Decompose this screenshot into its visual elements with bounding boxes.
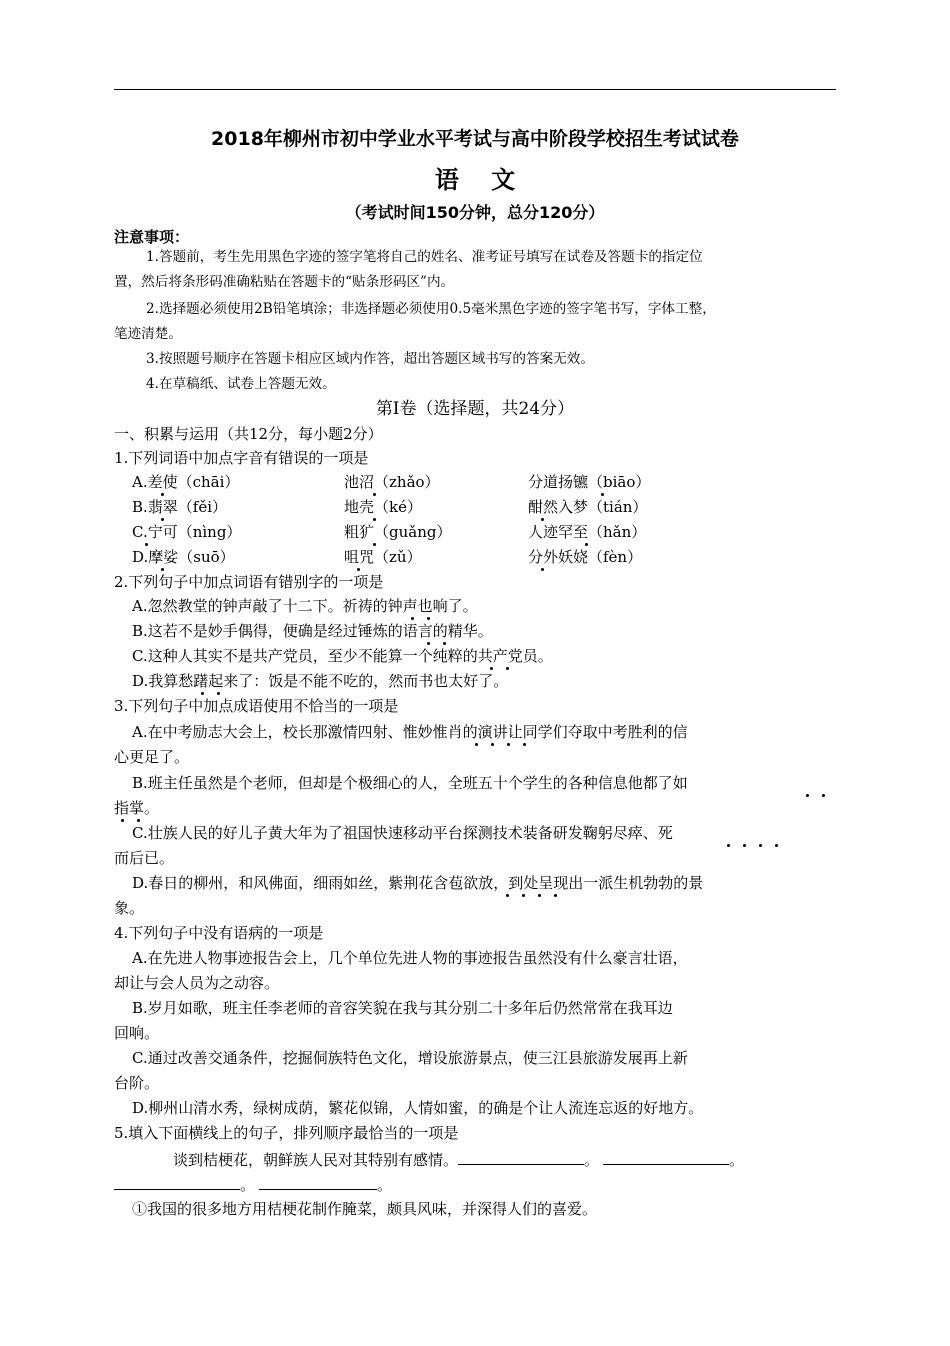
blank-period: 。 xyxy=(377,1176,393,1194)
q4-stem: 4.下列句子中没有语病的一项是 xyxy=(114,924,324,942)
blank-period: 。 xyxy=(729,1151,745,1169)
answer-blank-3[interactable] xyxy=(114,1189,240,1190)
q3-option-b-line-2: 指掌。 xyxy=(114,799,160,817)
q3-option-d-line-1: D.春日的柳州，和风佛面，细雨如丝，紫荆花含苞欲放，到处呈现出一派生机勃勃的景 xyxy=(132,874,704,892)
emphasis-dot xyxy=(217,692,220,695)
q5-lead-sentence: 谈到桔梗花，朝鲜族人民对其特别有感情。 xyxy=(173,1151,459,1169)
emphasis-dot xyxy=(541,568,544,571)
q3-option-c-line-2: 而后已。 xyxy=(114,849,175,867)
emphasis-dot xyxy=(491,743,494,746)
q4-option-a-line-2: 却让与会人员为之动容。 xyxy=(114,974,280,992)
emphasis-dot xyxy=(541,518,544,521)
emphasis-dot xyxy=(427,617,430,620)
q1-option-c-col1: C.宁可（nìng） xyxy=(132,523,242,541)
note-1-line-1: 1.答题前，考生先用黑色字迹的签字笔将自己的姓名、准考证号填写在试卷及答题卡的指定位 xyxy=(146,249,703,265)
q4-option-c-line-2: 台阶。 xyxy=(114,1074,160,1092)
note-4: 4.在草稿纸、试卷上答题无效。 xyxy=(146,376,336,392)
q2-option-a: A.忽然教堂的钟声敲了十二下。祈祷的钟声也响了。 xyxy=(132,597,478,615)
emphasis-dot xyxy=(201,692,204,695)
emphasis-dot xyxy=(373,543,376,546)
emphasis-dot xyxy=(585,543,588,546)
emphasis-dot xyxy=(443,642,446,645)
q2-stem: 2.下列句子中加点词语有错别字的一项是 xyxy=(114,573,384,591)
q3-option-a-line-2: 心更足了。 xyxy=(114,748,190,766)
q4-option-d: D.柳州山清水秀，绿树成荫，繁花似锦，人情如蜜，的确是个让人流连忘返的好地方。 xyxy=(132,1099,704,1117)
exam-title: 2018年柳州市初中学业水平考试与高中阶段学校招生考试试卷 xyxy=(211,128,739,150)
emphasis-dot xyxy=(775,844,778,847)
answer-blank-4[interactable] xyxy=(259,1189,377,1190)
q4-option-b-line-1: B.岁月如歌，班主任李老师的音容笑貌在我与其分别二十多年后仍然常常在我耳边 xyxy=(132,999,673,1017)
exam-time-note: （考试时间150分钟，总分120分） xyxy=(345,203,605,222)
q5-stem: 5.填入下面横线上的句子，排列顺序最恰当的一项是 xyxy=(114,1124,459,1142)
note-1-line-2: 置，然后将条形码准确粘贴在答题卡的“贴条形码区”内。 xyxy=(114,274,455,290)
q3-option-d-line-2: 象。 xyxy=(114,899,145,917)
note-3: 3.按照题号顺序在答题卡相应区域内作答，超出答题区域书写的答案无效。 xyxy=(146,351,594,367)
emphasis-dot xyxy=(161,518,164,521)
blank-period: 。 xyxy=(240,1176,256,1194)
note-2-line-2: 笔迹清楚。 xyxy=(114,326,182,342)
emphasis-dot xyxy=(522,894,525,897)
q5-passage-line-1 xyxy=(173,1153,744,1168)
q1-stem: 1.下列词语中加点字音有错误的一项是 xyxy=(114,449,369,467)
q4-option-b-line-2: 回响。 xyxy=(114,1024,160,1042)
q1-option-b-col2: 地壳（ké） xyxy=(344,498,422,516)
emphasis-dot xyxy=(507,743,510,746)
emphasis-dot xyxy=(506,894,509,897)
q2-option-d: D.我算愁躇起来了：饭是不能不吃的，然而书也太好了。 xyxy=(132,672,509,690)
answer-blank-2[interactable] xyxy=(603,1164,729,1165)
emphasis-dot xyxy=(822,794,825,797)
notes-heading: 注意事项： xyxy=(114,228,190,246)
emphasis-dot xyxy=(145,543,148,546)
q1-option-a-col1: A.差使（chāi） xyxy=(132,473,240,491)
q5-passage-line-2 xyxy=(114,1178,392,1193)
section-1-heading: 一、积累与运用（共12分，每小题2分） xyxy=(114,425,383,443)
emphasis-dot xyxy=(554,894,557,897)
q3-option-c-line-1: C.壮族人民的好儿子黄大年为了祖国快速移动平台探测技术装备研发鞠躬尽瘁、死 xyxy=(132,824,673,842)
q1-option-c-col3: 人迹罕至（hǎn） xyxy=(528,523,647,541)
emphasis-dot xyxy=(161,568,164,571)
emphasis-dot xyxy=(475,743,478,746)
answer-blank-1[interactable] xyxy=(458,1164,584,1165)
emphasis-dot xyxy=(523,743,526,746)
emphasis-dot xyxy=(806,794,809,797)
emphasis-dot xyxy=(357,568,360,571)
q2-option-b: B.这若不是妙手偶得，便确是经过锤炼的语言的精华。 xyxy=(132,622,493,640)
q1-option-a-col2: 池沼（zhǎo） xyxy=(344,473,440,491)
q1-option-c-col2: 粗犷（guǎng） xyxy=(344,523,452,541)
q3-stem: 3.下列句子中加点成语使用不恰当的一项是 xyxy=(114,697,399,715)
emphasis-dot xyxy=(601,493,604,496)
emphasis-dot xyxy=(490,667,493,670)
emphasis-dot xyxy=(743,844,746,847)
q2-option-c: C.这种人其实不是共产党员，至少不能算一个纯粹的共产党员。 xyxy=(132,647,553,665)
emphasis-dot xyxy=(373,518,376,521)
q4-option-a-line-1: A.在先进人物事迹报告会上，几个单位先进人物的事迹报告虽然没有什么豪言壮语， xyxy=(132,949,688,967)
part-1-title: 第Ⅰ卷（选择题，共24分） xyxy=(375,399,575,419)
emphasis-dot xyxy=(121,819,124,822)
emphasis-dot xyxy=(538,894,541,897)
emphasis-dot xyxy=(727,844,730,847)
emphasis-dot xyxy=(506,667,509,670)
emphasis-dot xyxy=(161,493,164,496)
q5-item-1: ①我国的很多地方用桔梗花制作腌菜，颇具风味，并深得人们的喜爱。 xyxy=(132,1200,598,1218)
emphasis-dot xyxy=(411,617,414,620)
q1-option-b-col1: B.翡翠（fěi） xyxy=(132,498,228,516)
q1-option-d-col1: D.摩娑（suō） xyxy=(132,548,235,566)
q4-option-c-line-1: C.通过改善交通条件，挖掘侗族特色文化，增设旅游景点，使三江县旅游发展再上新 xyxy=(132,1049,688,1067)
subject-title: 语 文 xyxy=(434,166,528,194)
q3-option-a-line-1: A.在中考励志大会上，校长那激情四射、惟妙惟肖的演讲让同学们夺取中考胜利的信 xyxy=(132,723,688,741)
emphasis-dot xyxy=(137,819,140,822)
blank-period: 。 xyxy=(584,1151,600,1169)
q1-option-d-col2: 咀咒（zǔ） xyxy=(344,548,422,566)
emphasis-dot xyxy=(759,844,762,847)
header-rule xyxy=(114,89,836,90)
q1-option-a-col3: 分道扬镳（biāo） xyxy=(528,473,651,491)
q3-option-b-line-1: B.班主任虽然是个老师，但却是个极细心的人，全班五十个学生的各种信息他都了如 xyxy=(132,774,688,792)
q1-option-b-col3: 酣然入梦（tián） xyxy=(528,498,648,516)
emphasis-dot xyxy=(373,493,376,496)
emphasis-dot xyxy=(427,642,430,645)
note-2-line-1: 2.选择题必须使用2B铅笔填涂；非选择题必须使用0.5毫米黑色字迹的签字笔书写，字体工整， xyxy=(146,301,716,317)
q1-option-d-col3: 分外妖娆（fèn） xyxy=(528,548,643,566)
